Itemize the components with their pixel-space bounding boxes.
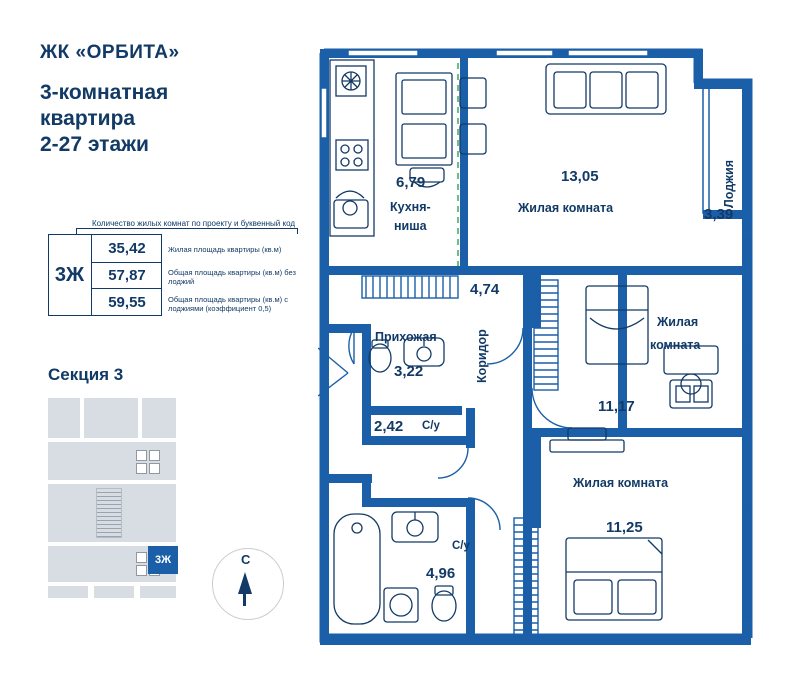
spec-note-total-area: Общая площадь квартиры (кв.м) без лоджий	[168, 268, 296, 286]
room-name-corridor: Коридор	[475, 329, 489, 383]
room-name-loggia: Лоджия	[722, 159, 736, 208]
keyplan-cell	[149, 450, 160, 461]
compass-arrow-icon	[238, 572, 252, 594]
spec-note-living-area: Жилая площадь квартиры (кв.м)	[168, 245, 282, 254]
room-name-kitchen-line-1: Кухня-	[390, 200, 431, 214]
keyplan-block	[48, 442, 176, 480]
spec-value-total-area: 57,87	[92, 262, 162, 289]
keyplan-cell	[136, 552, 147, 563]
keyplan-current-apartment-marker[interactable]: 3Ж	[148, 546, 178, 574]
floor-plan	[318, 28, 788, 653]
section-key-plan	[44, 398, 216, 598]
keyplan-block	[48, 398, 80, 438]
keyplan-cell	[136, 565, 147, 576]
keyplan-block	[142, 398, 176, 438]
spec-caption-rule	[76, 228, 298, 229]
section-title: Секция 3	[48, 365, 124, 384]
keyplan-block	[48, 586, 88, 598]
room-name-bedroom-3: Жилая комната	[573, 476, 669, 490]
page-title-line-2: квартира	[40, 107, 136, 130]
room-area-hallway: 3,22	[394, 363, 424, 380]
room-area-kitchen: 6,79	[396, 174, 426, 191]
room-code-badge: 3Ж	[48, 234, 92, 316]
room-area-corridor: 4,74	[470, 281, 500, 298]
room-area-bathroom-1: 2,42	[374, 418, 404, 435]
page-title-line-3: 2-27 этажи	[40, 133, 149, 156]
compass-arrow-tail	[243, 592, 246, 606]
keyplan-block	[94, 586, 134, 598]
keyplan-block	[84, 398, 138, 438]
page-title-line-1: 3-комнатная	[40, 81, 169, 104]
room-name-living-1: Жилая комната	[518, 201, 614, 215]
spec-caption-tick-right	[297, 228, 298, 234]
room-name-bathroom-2: С/у	[452, 540, 470, 552]
page-title	[40, 80, 300, 158]
keyplan-block	[140, 586, 176, 598]
room-area-bedroom-2: 11,17	[598, 398, 635, 415]
room-name-bedroom-2-line-1: Жилая	[657, 315, 699, 329]
room-name-kitchen-line-2: ниша	[394, 219, 427, 233]
spec-caption: Количество жилых комнат по проекту и буквенный код	[92, 219, 296, 228]
spec-value-total-area-with-loggia: 59,55	[108, 294, 146, 311]
spec-value-living-area: 35,42	[108, 240, 146, 257]
keyplan-cell	[136, 450, 147, 461]
room-area-bathroom-2: 4,96	[426, 565, 456, 582]
room-name-bedroom-2-line-2: комната	[650, 338, 701, 352]
room-area-loggia: 3,39	[704, 206, 734, 223]
keyplan-cell	[149, 463, 160, 474]
compass-north-label: С	[241, 552, 251, 567]
room-area-living-1: 13,05	[561, 168, 599, 185]
room-area-bedroom-3: 11,25	[606, 519, 643, 536]
room-name-bathroom-1: С/у	[422, 420, 440, 432]
spec-note-total-area-with-loggia: Общая площадь квартиры (кв.м) с лоджиями (коэффициент 0,5)	[168, 295, 288, 313]
keyplan-stairs	[96, 488, 122, 538]
keyplan-cell	[136, 463, 147, 474]
complex-name: ЖК «ОРБИТА»	[40, 42, 180, 63]
room-name-hallway: Прихожая	[375, 330, 437, 344]
